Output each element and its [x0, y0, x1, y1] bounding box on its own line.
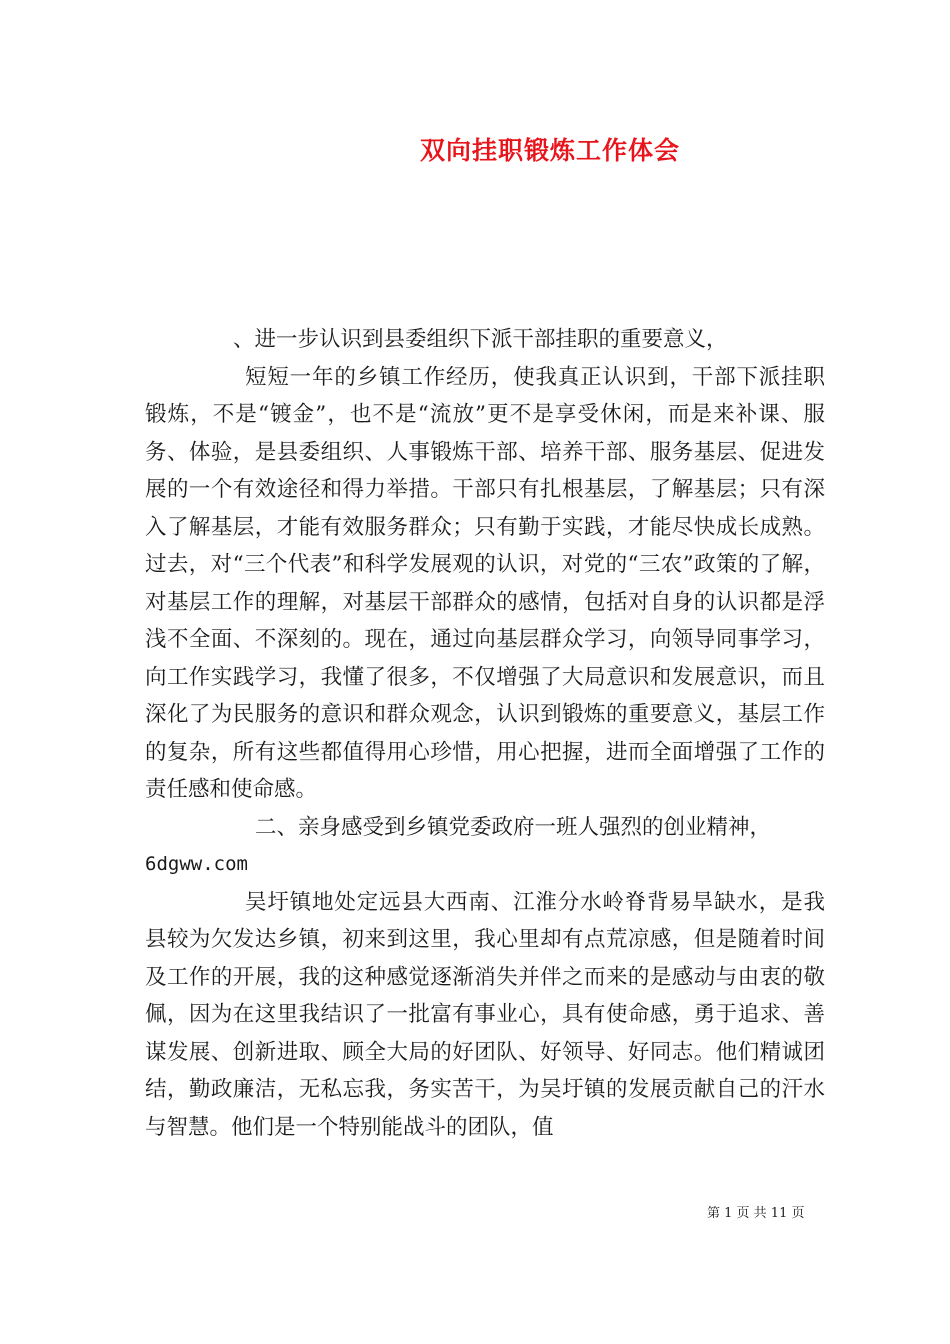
document-title: 双向挂职锻炼工作体会 [419, 136, 680, 165]
paragraph-1: 短短一年的乡镇工作经历，使我真正认识到，干部下派挂职锻炼，不是“镀金”，也不是“流放”更不是享受休闲，而是来补课、服务、体验，是县委组织、人事锻炼干部、培养干部、服务基层、促进发展的一个有效途径和得力举措。干部只有扎根基层，了解基层；只有深入了解基层，才能有效服务群众；只有勤于实践，才能尽快成长成熟。过去，对“三个代表”和科学发展观的认识，对党的“三农”政策的了解，对基层工作的理解，对基层干部群众的感情，包括对自身的认识都是浮浅不全面、不深刻的。现在，通过向基层群众学习，向领导同事学习，向工作实践学习，我懂了很多，不仅增强了大局意识和发展意识，而且深化了为民服务的意识和群众观念，认识到锻炼的重要意义，基层工作的复杂，所有这些都值得用心珍惜，用心把握，进而全面增强了工作的责任感和使命感。 [145, 364, 825, 802]
page-number: 第 1 页 共 11 页 [707, 1206, 805, 1221]
source-tag: 6dgww.com [145, 853, 248, 875]
document-body [145, 321, 825, 1146]
paragraph-heading-1: 、进一步认识到县委组织下派干部挂职的重要意义， [233, 327, 728, 352]
paragraph-heading-2 [145, 809, 825, 884]
paragraph-2: 吴圩镇地处定远县大西南、江淮分水岭脊背易旱缺水，是我县较为欠发达乡镇，初来到这里，我心里却有点荒凉感，但是随着时间及工作的开展，我的这种感觉逐渐消失并伴之而来的是感动与由衷的敬佩，因为在这里我结识了一批富有事业心，具有使命感，勇于追求、善谋发展、创新进取、顾全大局的好团队、好领导、好同志。他们精诚团结，勤政廉洁，无私忘我，务实苦干，为吴圩镇的发展贡献自己的汗水与智慧。他们是一个特别能战斗的团队，值 [145, 889, 825, 1140]
heading-2-text: 二、亲身感受到乡镇党委政府一班人强烈的创业精神， [255, 814, 772, 840]
